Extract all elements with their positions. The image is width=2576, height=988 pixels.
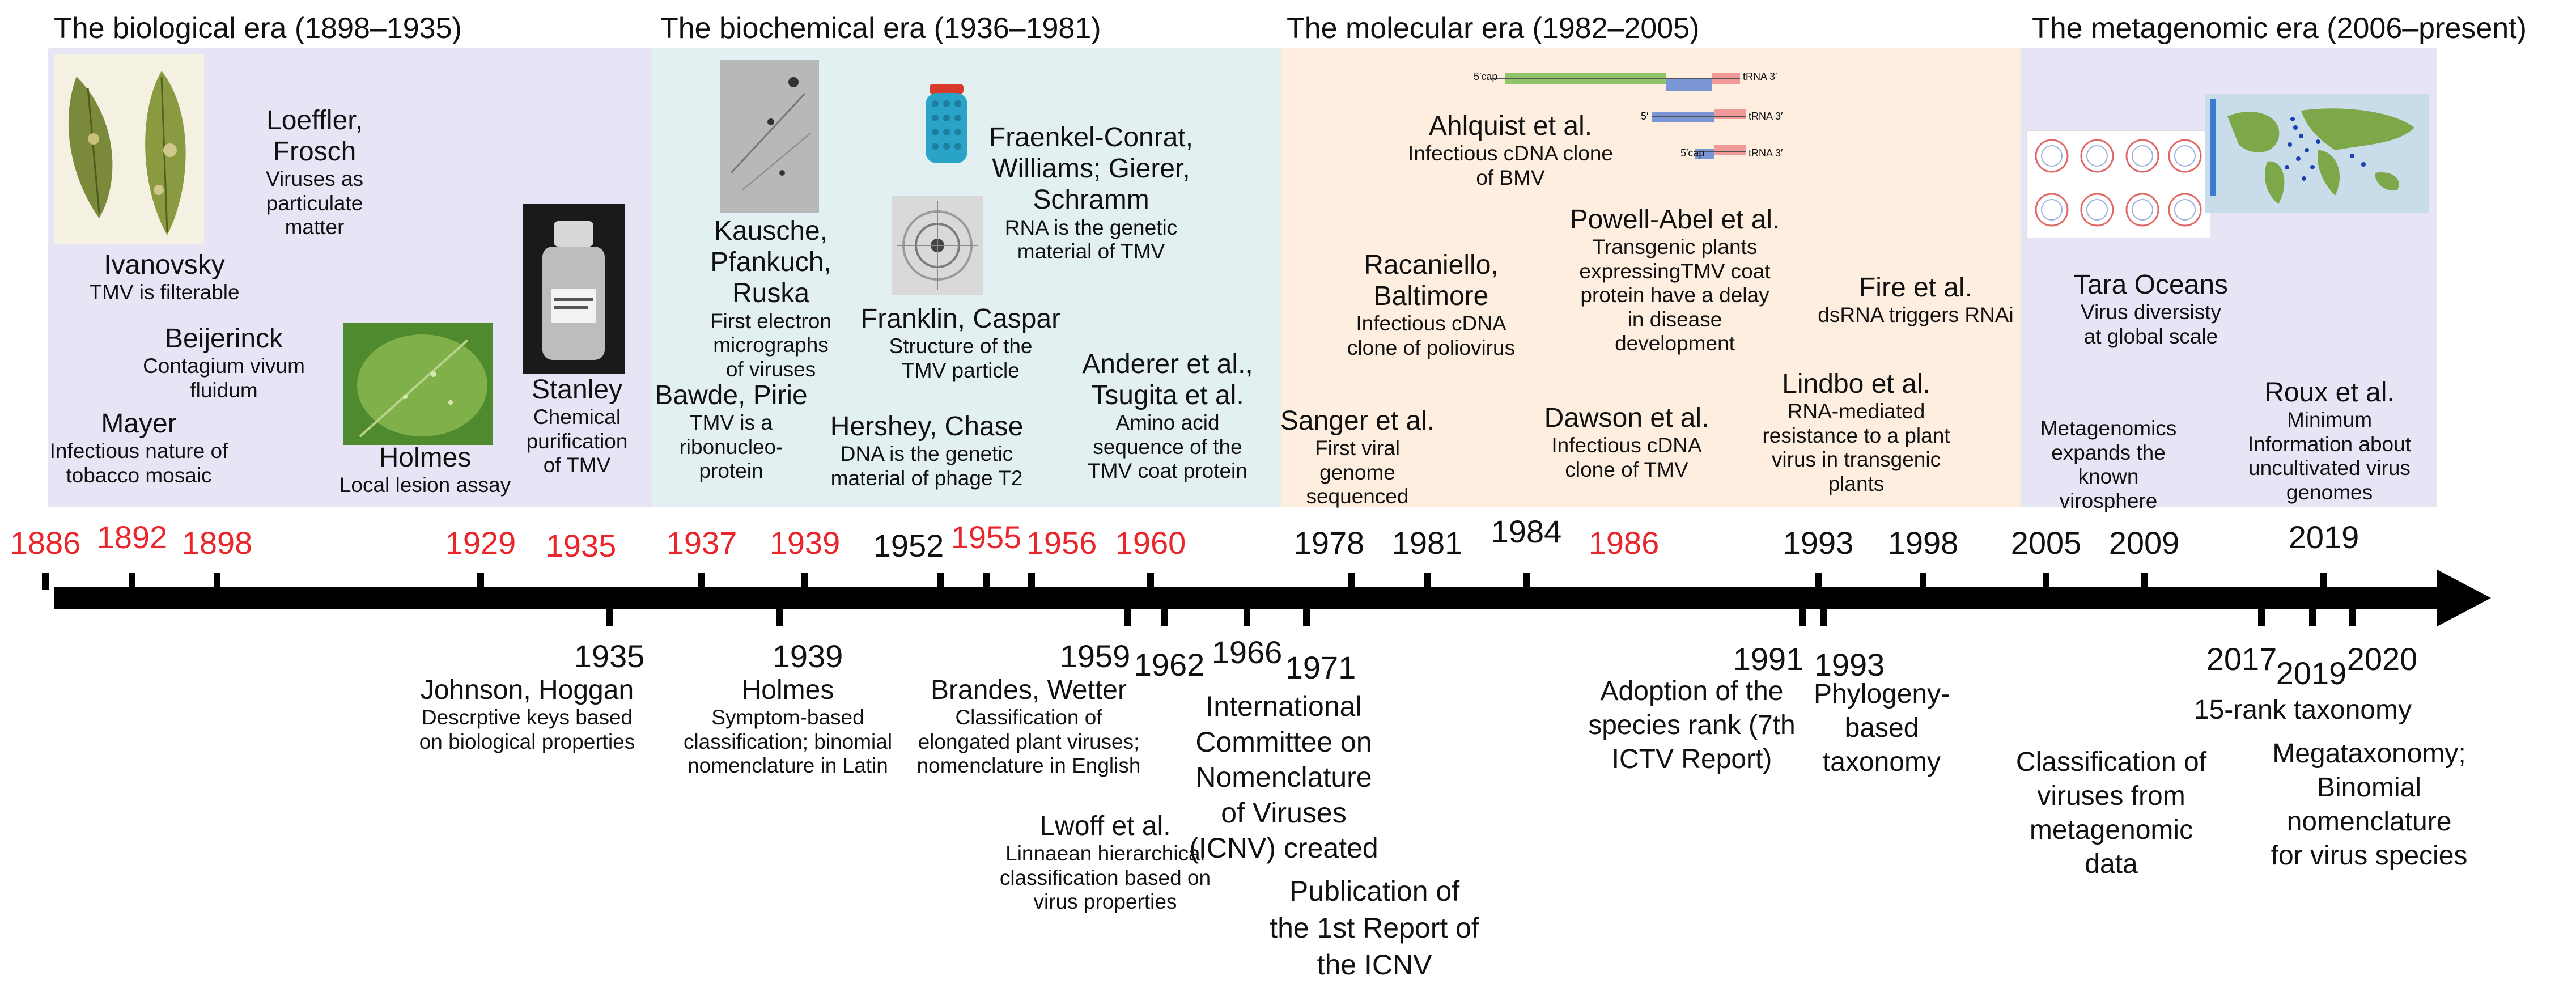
year-above: 1986 (1588, 525, 1660, 561)
event-icnv-created (1187, 689, 1380, 866)
genome-label-trna-2: tRNA 3′ (1749, 111, 1783, 122)
event-description: Infectious cDNA clone of poliovirus (1347, 312, 1516, 359)
tick-mark-below (1799, 607, 1806, 626)
genome-label-trna-3: tRNA 3′ (1749, 147, 1783, 159)
event-title: Lwoff et al. (1039, 811, 1171, 841)
event-megataxonomy (2261, 737, 2477, 873)
genome-trna-3 (1714, 145, 1746, 155)
event-description: RNA-mediated resistance to a plant virus in transgenic plants (1762, 400, 1950, 495)
event-sanger (1270, 405, 1445, 509)
event-description: Infectious nature of tobacco mosaic (49, 439, 228, 487)
tick-mark-above (477, 573, 484, 590)
event-title: Kausche, Pfankuch, Ruska (710, 216, 831, 309)
era-title-biological: The biological era (1898–1935) (54, 12, 462, 45)
event-holmes-lesion (329, 442, 521, 498)
event-title: 15-rank taxonomy (2193, 695, 2412, 725)
event-title: Racaniello, Baltimore (1364, 250, 1499, 312)
event-title: Fire et al. (1858, 273, 1973, 303)
year-above: 2005 (2010, 525, 2082, 561)
event-title: Lindbo et al. (1782, 369, 1930, 399)
era-title-biochemical: The biochemical era (1936–1981) (660, 12, 1101, 45)
event-phylogeny-taxonomy (1808, 677, 1955, 779)
year-above: 1956 (1026, 525, 1097, 561)
event-icnv-report (1261, 873, 1488, 983)
event-hershey-chase (819, 411, 1034, 490)
tick-mark-below (606, 607, 613, 626)
event-ivanovsky (71, 249, 258, 305)
event-description: Minimum Information about uncultivated virus genomes (2248, 408, 2411, 504)
year-above: 1892 (96, 519, 168, 555)
event-description: Descrptive keys based on biological properties (419, 706, 635, 753)
year-below: 1935 (574, 638, 645, 674)
tick-mark-above (1815, 573, 1822, 590)
genome-label-cap-1: 5′cap (1474, 71, 1498, 82)
event-title: Dawson et al. (1544, 403, 1709, 433)
event-johnson-hoggan (408, 675, 646, 754)
tick-mark-below (1303, 607, 1310, 626)
genome-label-five-2: 5′ (1641, 111, 1649, 122)
year-below: 2017 (2206, 641, 2277, 677)
event-description: Amino acid sequence of the TMV coat protein (1088, 411, 1247, 483)
event-description: Structure of the TMV particle (889, 334, 1033, 382)
tick-mark-below (2349, 607, 2356, 626)
tick-mark-above (2043, 573, 2049, 590)
year-above: 1929 (445, 525, 516, 561)
event-lindbo (1746, 368, 1967, 496)
event-title: Powell-Abel et al. (1569, 205, 1780, 235)
event-title: Fraenkel-Conrat, Williams; Gierer, Schramm (988, 122, 1194, 215)
tick-mark-below (776, 607, 783, 626)
tick-mark-above (801, 573, 808, 590)
year-below: 2019 (2276, 655, 2347, 691)
event-description: dsRNA triggers RNAi (1818, 303, 2014, 327)
event-metagenomic-classification (1998, 745, 2225, 881)
year-above: 1984 (1491, 514, 1562, 549)
event-title: International Committee on Nomenclature of Viruses (ICNV) created (1189, 690, 1378, 864)
event-title: Beijerinck (164, 324, 283, 354)
event-description: Viruses as particulate matter (265, 167, 364, 239)
event-bawde-pirie (649, 380, 813, 484)
event-title: Bawde, Pirie (655, 380, 808, 410)
event-kausche-pfankuch-ruska (669, 215, 873, 381)
timeline-arrowhead (2437, 570, 2491, 626)
event-title: Ivanovsky (104, 250, 225, 280)
tick-mark-above (1920, 573, 1926, 590)
tick-mark-above (1424, 573, 1431, 590)
event-stanley (515, 374, 639, 478)
event-roux (2233, 377, 2426, 504)
event-title: Anderer et al., Tsugita et al. (1082, 349, 1253, 411)
event-title: Loeffler, Frosch (266, 105, 363, 167)
tick-mark-above (1523, 573, 1530, 590)
event-title: Classification of viruses from metagenomic data (2015, 747, 2207, 879)
tick-mark-below (1161, 607, 1168, 626)
event-title: Ahlquist et al. (1428, 111, 1593, 141)
genome-label-cap-3: 5′cap (1680, 147, 1705, 159)
genome-label-trna-1: tRNA 3′ (1743, 71, 1777, 82)
era-title-molecular: The molecular era (1982–2005) (1287, 12, 1700, 45)
year-below: 1991 (1733, 641, 1804, 677)
year-below: 1962 (1134, 647, 1205, 682)
event-fire (1797, 272, 2035, 328)
timeline-axis-bar (54, 587, 2451, 609)
year-below: 1939 (772, 638, 843, 674)
event-racaniello-baltimore (1335, 249, 1527, 360)
year-below: 1959 (1059, 638, 1131, 674)
event-title: Publication of the 1st Report of the ICNV (1270, 875, 1479, 981)
event-tara-oceans (2060, 269, 2242, 349)
year-below: 1966 (1211, 634, 1283, 670)
event-title: Sanger et al. (1280, 406, 1435, 436)
tick-mark-below (2309, 607, 2316, 626)
year-below: 1993 (1814, 647, 1885, 682)
event-description: RNA is the genetic material of TMV (1004, 215, 1178, 264)
event-title: Mayer (101, 409, 177, 439)
year-above: 1937 (666, 525, 737, 561)
event-ahlquist (1403, 111, 1618, 190)
event-mayer (43, 408, 235, 487)
tick-mark-above (1028, 573, 1035, 590)
event-holmes-classification (669, 675, 907, 778)
genome-trna-2 (1714, 109, 1746, 119)
year-above: 2019 (2288, 519, 2359, 555)
event-title: Holmes (741, 675, 834, 705)
event-title: Stanley (531, 375, 623, 405)
event-description: TMV is a ribonucleo-protein (679, 411, 783, 483)
event-description: Transgenic plants expressingTMV coat protein have a delay in disease development (1579, 235, 1771, 355)
event-title: Phylogeny-based taxonomy (1814, 679, 1950, 777)
year-above: 1998 (1887, 525, 1959, 561)
event-fraenkel-conrat (978, 122, 1204, 264)
event-description: Classification of elongated plant viruses; nomenclature in English (916, 706, 1141, 778)
tick-mark-below (2258, 607, 2265, 626)
tick-mark-above (2141, 573, 2148, 590)
event-title: Adoption of the species rank (7th ICTV Report) (1588, 676, 1796, 774)
year-above: 1939 (769, 525, 841, 561)
year-above: 1935 (545, 528, 617, 563)
genome-segment-rna2 (1652, 112, 1714, 122)
event-description: TMV is filterable (89, 281, 240, 304)
event-description: Infectious cDNA clone of TMV (1551, 434, 1702, 481)
year-above: 1898 (181, 525, 253, 561)
event-title: Roux et al. (2264, 378, 2395, 408)
event-title: Tara Oceans (2073, 270, 2229, 300)
tick-mark-above (129, 573, 135, 590)
event-title: Johnson, Hoggan (420, 675, 634, 705)
event-description: Chemical purification of TMV (526, 405, 628, 477)
year-above: 1981 (1391, 525, 1463, 561)
year-above: 1952 (873, 528, 944, 563)
event-description: First viral genome sequenced (1306, 436, 1409, 508)
year-above: 1886 (10, 525, 81, 561)
year-above: 1978 (1293, 525, 1365, 561)
tick-mark-above (1147, 573, 1154, 590)
event-title: Megataxonomy; Binomial nomenclature for virus species (2271, 739, 2468, 871)
tick-mark-above (1348, 573, 1355, 590)
event-beijerinck (139, 323, 309, 402)
event-dawson (1533, 402, 1720, 482)
tick-mark-above (214, 573, 220, 590)
tick-mark-below (1244, 607, 1250, 626)
year-above: 2009 (2108, 525, 2180, 561)
event-15-rank-taxonomy (2184, 694, 2422, 726)
event-description: DNA is the genetic material of phage T2 (830, 442, 1023, 490)
year-below: 2020 (2346, 641, 2418, 677)
genome-segment-rna1-3prime (1666, 79, 1712, 91)
event-title: Brandes, Wetter (931, 675, 1127, 705)
event-loeffler-frosch (247, 105, 383, 240)
event-species-rank (1573, 675, 1811, 777)
event-brandes-wetter (910, 675, 1148, 778)
event-description: Symptom-based classification; binomial nomenclature in Latin (683, 706, 893, 778)
era-title-metagenomic: The metagenomic era (2006–present) (2032, 12, 2527, 45)
tick-mark-above (42, 573, 49, 590)
event-description: Local lesion assay (339, 473, 511, 497)
event-title: Hershey, Chase (830, 412, 1024, 442)
event-title: Holmes (379, 443, 472, 473)
event-title: Franklin, Caspar (860, 304, 1061, 334)
event-anderer-tsugita (1066, 349, 1270, 484)
tick-mark-below (1124, 607, 1131, 626)
tick-mark-above (937, 573, 944, 590)
year-above: 1955 (950, 519, 1022, 555)
year-above: 1993 (1783, 525, 1854, 561)
tick-mark-below (1820, 607, 1827, 626)
event-metagenomics-virosphere (2023, 417, 2193, 513)
event-description: Contagium vivum fluidum (143, 354, 305, 402)
tick-mark-above (698, 573, 705, 590)
year-above: 1960 (1115, 525, 1186, 561)
event-description: Linnaean hierarchical classification based on virus properties (999, 842, 1211, 914)
event-description: Metagenomics expands the known virosphere (2040, 417, 2177, 512)
event-powell-abel (1567, 204, 1783, 356)
event-franklin-caspar (859, 303, 1063, 383)
event-description: Infectious cDNA clone of BMV (1408, 142, 1613, 189)
tick-mark-above (2320, 573, 2327, 590)
tick-mark-above (983, 573, 990, 590)
event-description: Virus diversisty at global scale (2080, 300, 2222, 348)
year-below: 1971 (1285, 650, 1356, 685)
event-description: First electron micrographs of viruses (710, 309, 831, 381)
